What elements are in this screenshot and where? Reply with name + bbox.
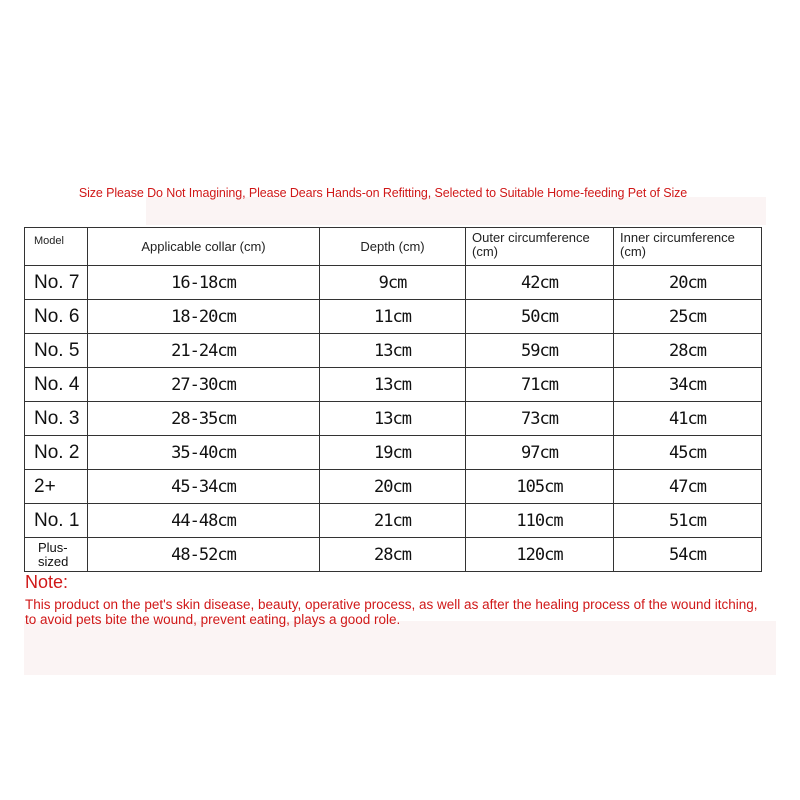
cell-depth: 11cm bbox=[320, 300, 466, 334]
cell-outer: 120cm bbox=[466, 538, 614, 572]
table-row bbox=[25, 266, 762, 300]
cell-depth: 13cm bbox=[320, 334, 466, 368]
cell-inner: 54cm bbox=[614, 538, 762, 572]
cell-outer: 105cm bbox=[466, 470, 614, 504]
column-header-inner: Inner circumference (cm) bbox=[614, 228, 762, 266]
table-row bbox=[25, 538, 762, 572]
cell-inner: 41cm bbox=[614, 402, 762, 436]
cell-inner: 47cm bbox=[614, 470, 762, 504]
cell-outer: 110cm bbox=[466, 504, 614, 538]
cell-outer: 42cm bbox=[466, 266, 614, 300]
cell-collar: 35-40cm bbox=[88, 436, 320, 470]
cell-model: No. 3 bbox=[25, 402, 88, 436]
page-headline: Size Please Do Not Imagining, Please Dears Hands-on Refitting, Selected to Suitable Home-feeding Pet of Size bbox=[78, 186, 688, 200]
cell-collar: 45-34cm bbox=[88, 470, 320, 504]
cell-depth: 21cm bbox=[320, 504, 466, 538]
column-header-outer: Outer circumference (cm) bbox=[466, 228, 614, 266]
table-row bbox=[25, 470, 762, 504]
cell-depth: 19cm bbox=[320, 436, 466, 470]
cell-depth: 20cm bbox=[320, 470, 466, 504]
column-header-model: Model bbox=[25, 228, 88, 266]
cell-collar: 48-52cm bbox=[88, 538, 320, 572]
cell-outer: 50cm bbox=[466, 300, 614, 334]
cell-depth: 9cm bbox=[320, 266, 466, 300]
cell-outer: 59cm bbox=[466, 334, 614, 368]
size-table bbox=[24, 227, 762, 572]
cell-model: Plus-sized bbox=[25, 538, 88, 572]
cell-inner: 34cm bbox=[614, 368, 762, 402]
cell-collar: 28-35cm bbox=[88, 402, 320, 436]
cell-inner: 51cm bbox=[614, 504, 762, 538]
cell-collar: 16-18cm bbox=[88, 266, 320, 300]
cell-model: No. 4 bbox=[25, 368, 88, 402]
cell-collar: 44-48cm bbox=[88, 504, 320, 538]
cell-outer: 71cm bbox=[466, 368, 614, 402]
table-row bbox=[25, 436, 762, 470]
table-row bbox=[25, 402, 762, 436]
cell-outer: 73cm bbox=[466, 402, 614, 436]
note-title: Note: bbox=[25, 572, 69, 592]
cell-collar: 18-20cm bbox=[88, 300, 320, 334]
note-text: This product on the pet's skin disease, beauty, operative process, as well as after the healing process of the wound itching, to avoid pets bite the wound, prevent eating, plays a good role. bbox=[25, 597, 758, 627]
cell-inner: 45cm bbox=[614, 436, 762, 470]
cell-collar: 21-24cm bbox=[88, 334, 320, 368]
cell-depth: 28cm bbox=[320, 538, 466, 572]
cell-depth: 13cm bbox=[320, 402, 466, 436]
cell-model: No. 5 bbox=[25, 334, 88, 368]
cell-inner: 20cm bbox=[614, 266, 762, 300]
cell-model: No. 6 bbox=[25, 300, 88, 334]
column-header-depth: Depth (cm) bbox=[320, 228, 466, 266]
cell-model: No. 2 bbox=[25, 436, 88, 470]
table-header-row bbox=[25, 228, 762, 266]
cell-inner: 25cm bbox=[614, 300, 762, 334]
column-header-collar: Applicable collar (cm) bbox=[88, 228, 320, 266]
table-row bbox=[25, 368, 762, 402]
cell-model: No. 7 bbox=[25, 266, 88, 300]
cell-outer: 97cm bbox=[466, 436, 614, 470]
note-band bbox=[24, 621, 776, 675]
cell-inner: 28cm bbox=[614, 334, 762, 368]
table-row bbox=[25, 504, 762, 538]
table-row bbox=[25, 300, 762, 334]
cell-model: No. 1 bbox=[25, 504, 88, 538]
cell-depth: 13cm bbox=[320, 368, 466, 402]
cell-collar: 27-30cm bbox=[88, 368, 320, 402]
header-band bbox=[146, 197, 766, 225]
cell-model: 2+ bbox=[25, 470, 88, 504]
table-row bbox=[25, 334, 762, 368]
